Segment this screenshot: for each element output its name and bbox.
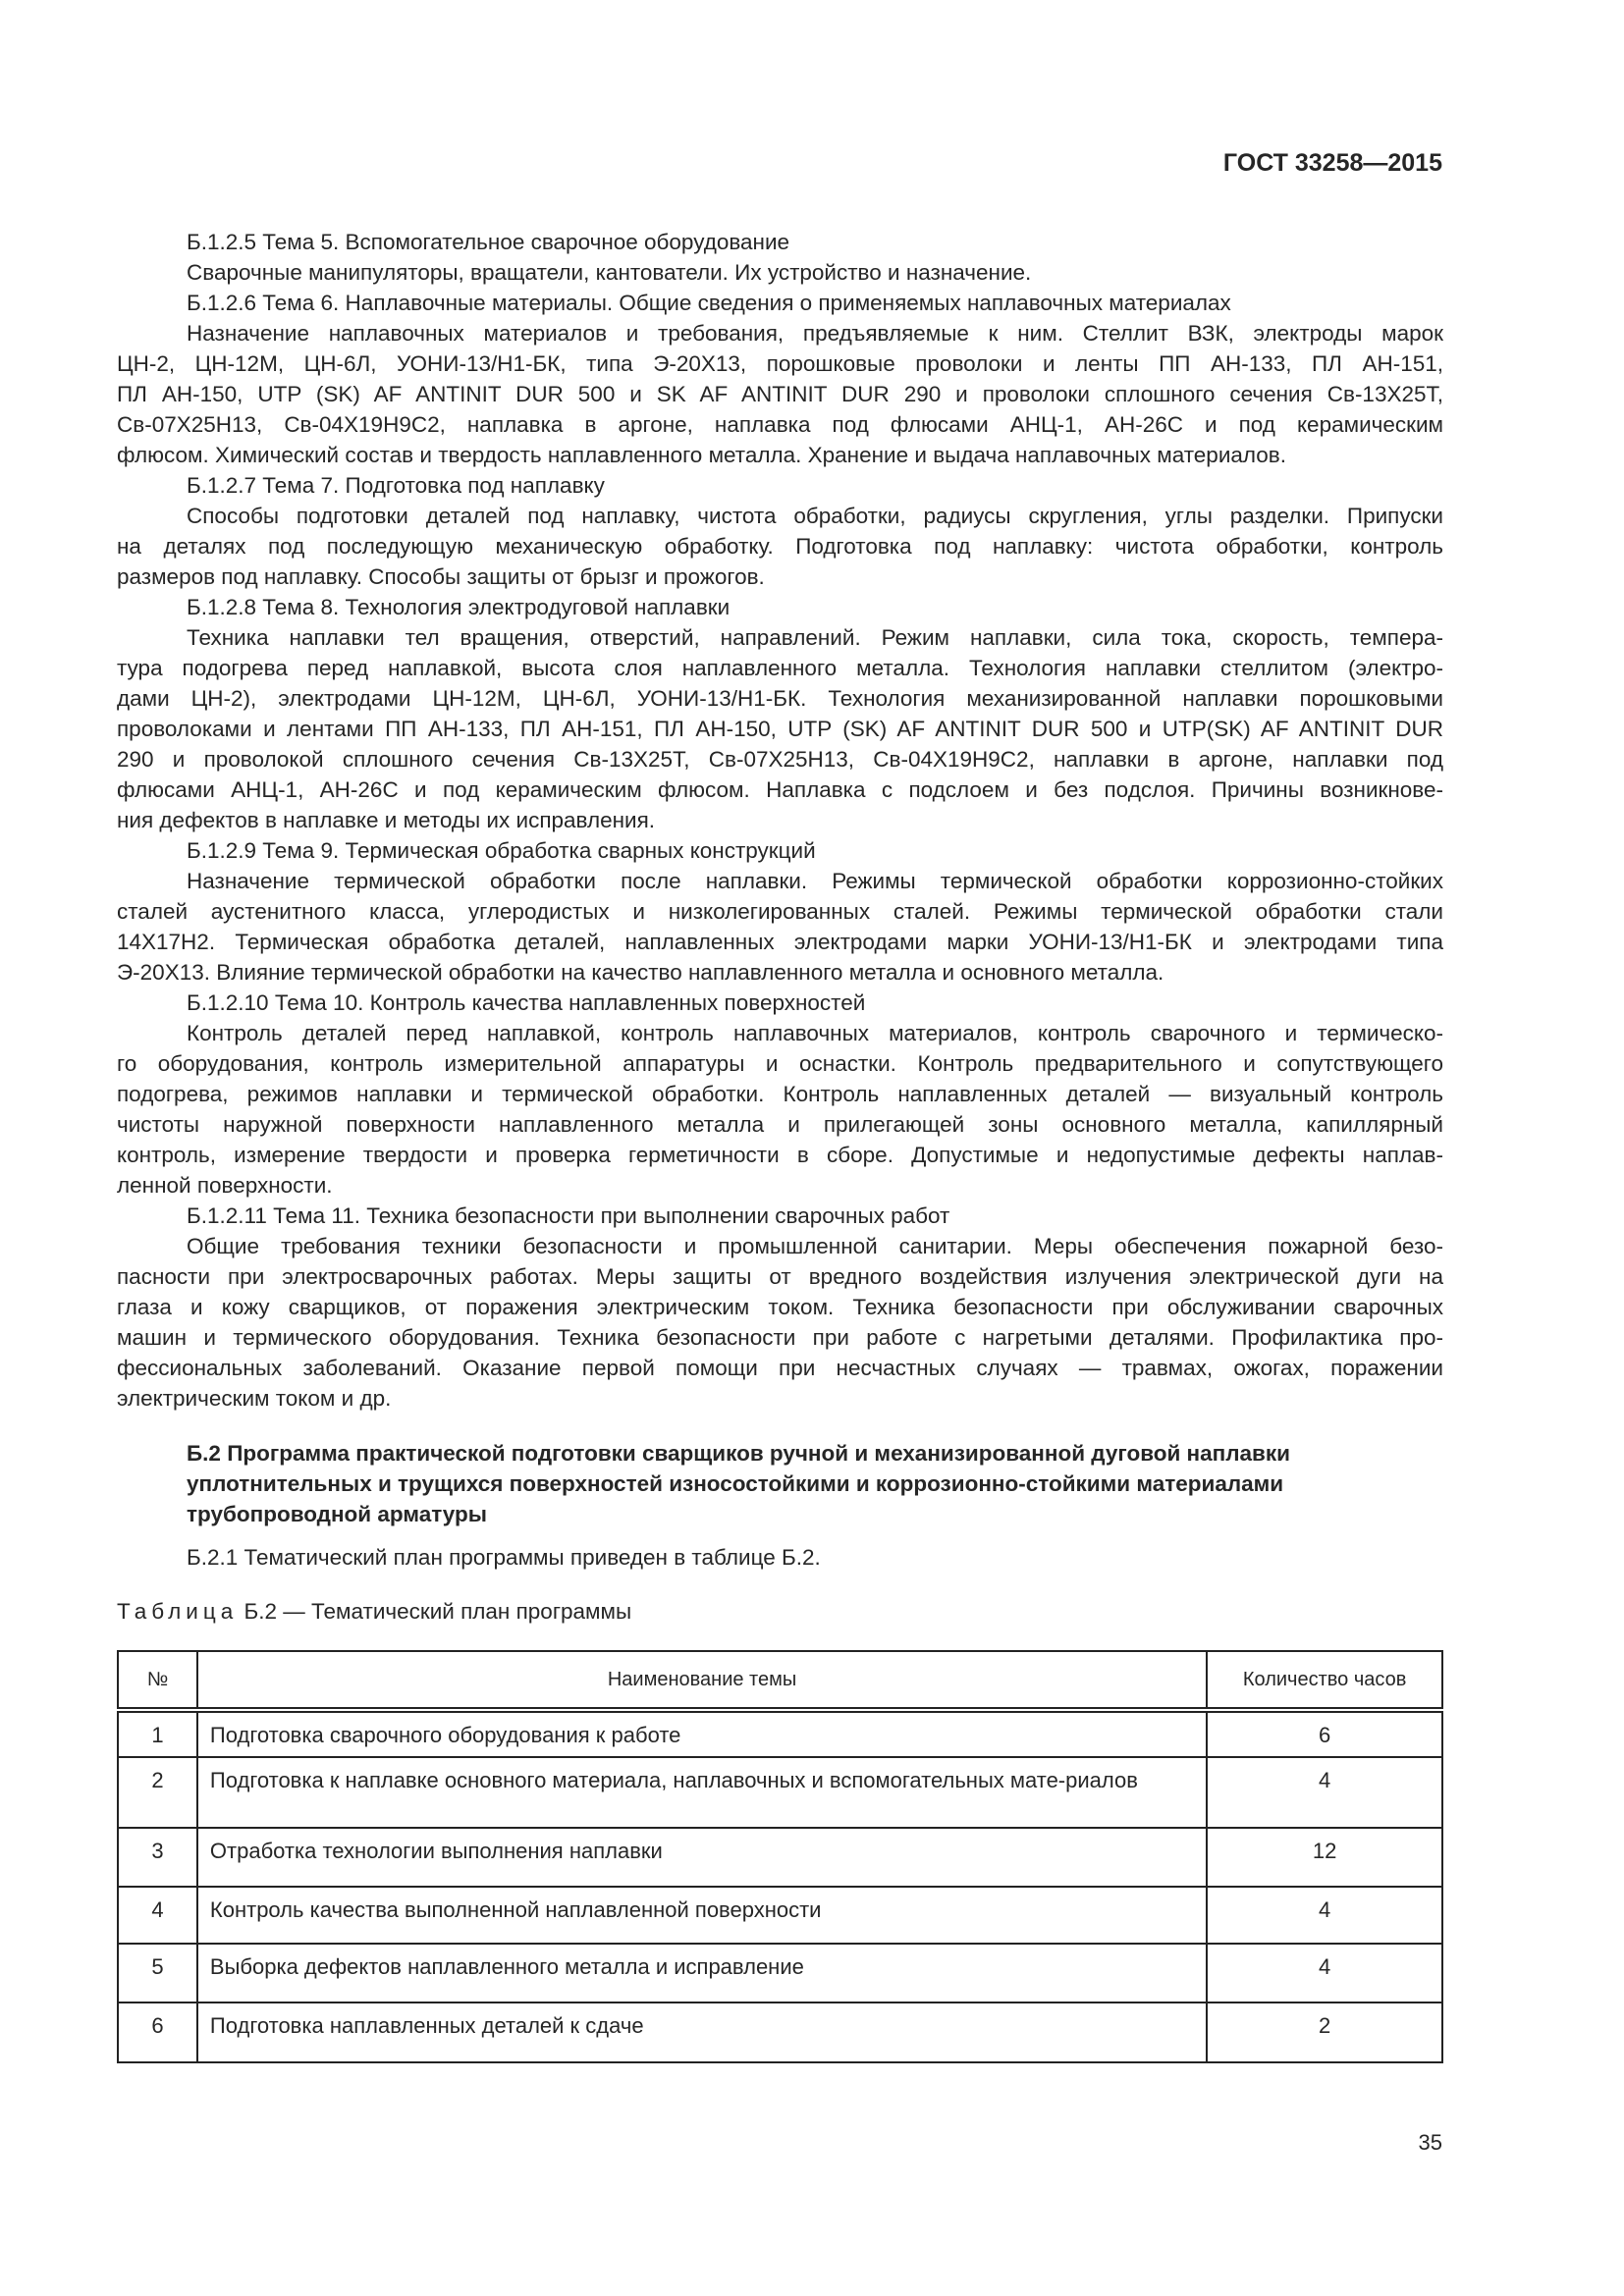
table-row <box>118 1944 1442 2002</box>
text-line: Общие требования техники безопасности и промышленной санитарии. Меры обеспечения пожарной безо- <box>187 1234 1443 1258</box>
text-line: Б.1.2.10 Тема 10. Контроль качества наплавленных поверхностей <box>187 990 866 1015</box>
paragraph <box>117 501 1443 592</box>
row-number: 1 <box>118 1710 197 1757</box>
row-number: 5 <box>118 1944 197 2002</box>
paragraph <box>117 1018 1443 1201</box>
text-line: Св-07Х25Н13, Св-04Х19Н9С2, наплавка в аргоне, наплавка под флюсами АНЦ-1, АН-26С и под керамическим <box>117 412 1443 437</box>
table-row <box>118 2002 1442 2063</box>
section-heading: Б.2 Программа практической подготовки сварщиков ручной и механизированной дуговой наплавки уплотнительных и трущихся поверхностей износостойкими и коррозионно-стойкими материалами трубопроводной арматуры <box>187 1441 1290 1526</box>
paragraph <box>117 835 1443 866</box>
text-line: тура подогрева перед наплавкой, высота слоя наплавленного металла. Технология наплавки стеллитом (электро- <box>117 656 1443 680</box>
body-text <box>117 227 1443 1414</box>
paragraph <box>117 622 1443 835</box>
row-topic: Подготовка к наплавке основного материала, наплавочных и вспомогательных мате-риалов <box>197 1757 1207 1828</box>
paragraph <box>117 288 1443 318</box>
text-line: Б.1.2.11 Тема 11. Техника безопасности при выполнении сварочных работ <box>187 1203 950 1228</box>
text-line: Контроль деталей перед наплавкой, контроль наплавочных материалов, контроль сварочного и термическо- <box>187 1021 1443 1045</box>
paragraph <box>117 592 1443 622</box>
text-line: пасности при электросварочных работах. Меры защиты от вредного воздействия излучения электрической дуги на <box>117 1264 1443 1289</box>
text-line: электрическим током и др. <box>117 1386 392 1411</box>
table-header-row <box>118 1651 1442 1710</box>
text-line: проволоками и лентами ПП АН-133, ПЛ АН-151, ПЛ АН-150, UTP (SK) AF ANTINIT DUR 500 и UTP(SK) AF ANTINIT DUR <box>117 717 1443 741</box>
row-topic: Подготовка наплавленных деталей к сдаче <box>197 2002 1207 2063</box>
text-line: подогрева, режимов наплавки и термической обработки. Контроль наплавленных деталей — визуальный контроль <box>117 1082 1443 1106</box>
row-topic: Контроль качества выполненной наплавленной поверхности <box>197 1887 1207 1943</box>
paragraph <box>117 1201 1443 1231</box>
row-hours: 2 <box>1207 2002 1442 2063</box>
row-hours: 12 <box>1207 1828 1442 1887</box>
text-line: ленной поверхности. <box>117 1173 333 1198</box>
text-line: го оборудования, контроль измерительной аппаратуры и оснастки. Контроль предварительного и сопутствующего <box>117 1051 1443 1076</box>
text-line: Назначение наплавочных материалов и требования, предъявляемые к ним. Стеллит ВЗК, электроды марок <box>187 321 1443 346</box>
text-line: контроль, измерение твердости и проверка герметичности в сборе. Допустимые и недопустимые дефекты наплав- <box>117 1143 1443 1167</box>
row-number: 3 <box>118 1828 197 1887</box>
row-hours: 4 <box>1207 1887 1442 1943</box>
text-line: 14Х17Н2. Термическая обработка деталей, наплавленных электродами марки УОНИ-13/Н1-БК и электродами типа <box>117 930 1443 954</box>
text-line: ЦН-2, ЦН-12М, ЦН-6Л, УОНИ-13/Н1-БК, типа Э-20Х13, порошковые проволоки и ленты ПП АН-133, ПЛ АН-151, <box>117 351 1443 376</box>
paragraph <box>117 470 1443 501</box>
text-line: Э-20Х13. Влияние термической обработки на качество наплавленного металла и основного металла. <box>117 960 1164 985</box>
paragraph <box>117 257 1443 288</box>
text-line: дами ЦН-2), электродами ЦН-12М, ЦН-6Л, УОНИ-13/Н1-БК. Технология механизированной наплавки порошковыми <box>117 686 1443 711</box>
text-line: Б.1.2.6 Тема 6. Наплавочные материалы. Общие сведения о применяемых наплавочных материалах <box>187 291 1231 315</box>
table-row <box>118 1757 1442 1828</box>
text-line: Сварочные манипуляторы, вращатели, кантователи. Их устройство и назначение. <box>187 260 1032 285</box>
paragraph <box>117 1231 1443 1414</box>
row-hours: 6 <box>1207 1710 1442 1757</box>
row-hours: 4 <box>1207 1944 1442 2002</box>
header-number: № <box>118 1651 197 1710</box>
header-topic: Наименование темы <box>197 1651 1207 1710</box>
text-line: флюсом. Химический состав и твердость наплавленного металла. Хранение и выдача наплавочных материалов. <box>117 443 1287 467</box>
text-line: 290 и проволокой сплошного сечения Св-13Х25Т, Св-07Х25Н13, Св-04Х19Н9С2, наплавки в аргоне, наплавки под <box>117 747 1443 772</box>
text-line: Б.1.2.5 Тема 5. Вспомогательное сварочное оборудование <box>187 230 790 254</box>
paragraph <box>117 227 1443 257</box>
caption-text: Б.2 — Тематический план программы <box>244 1599 632 1624</box>
text-line: Техника наплавки тел вращения, отверстий, направлений. Режим наплавки, сила тока, скорость, темпера- <box>187 625 1443 650</box>
text-line: чистоты наружной поверхности наплавленного металла и прилегающей зоны основного металла, капиллярный <box>117 1112 1443 1137</box>
text-line: Способы подготовки деталей под наплавку, чистота обработки, радиусы скругления, углы разделки. Припуски <box>187 504 1443 528</box>
row-topic: Выборка дефектов наплавленного металла и исправление <box>197 1944 1207 2002</box>
document-id: ГОСТ 33258—2015 <box>1222 149 1442 177</box>
paragraph <box>117 318 1443 470</box>
thematic-plan-table <box>117 1650 1443 2063</box>
table-row <box>118 1828 1442 1887</box>
table-row <box>118 1887 1442 1943</box>
paragraph <box>117 988 1443 1018</box>
paragraph-b21: Б.2.1 Тематический план программы приведен в таблице Б.2. <box>187 1545 821 1570</box>
text-line: размеров под наплавку. Способы защиты от брызг и прожогов. <box>117 564 765 589</box>
paragraph <box>117 866 1443 988</box>
text-line: на деталях под последующую механическую обработку. Подготовка под наплавку: чистота обработки, контроль <box>117 534 1443 559</box>
caption-prefix: Таблица <box>117 1599 239 1624</box>
text-line: Назначение термической обработки после наплавки. Режимы термической обработки коррозионно-стойких <box>187 869 1443 893</box>
table-row <box>118 1710 1442 1757</box>
text-line: машин и термического оборудования. Техника безопасности при работе с нагретыми деталями. Профилактика про- <box>117 1325 1443 1350</box>
text-line: фессиональных заболеваний. Оказание первой помощи при несчастных случаях — травмах, ожогах, поражении <box>117 1356 1443 1380</box>
row-hours: 4 <box>1207 1757 1442 1828</box>
row-topic: Подготовка сварочного оборудования к работе <box>197 1710 1207 1757</box>
text-line: глаза и кожу сварщиков, от поражения электрическим током. Техника безопасности при обслуживании сварочных <box>117 1295 1443 1319</box>
text-line: ПЛ АН-150, UTP (SK) AF ANTINIT DUR 500 и SK AF ANTINIT DUR 290 и проволоки сплошного сечения Св-13Х25Т, <box>117 382 1443 406</box>
table-caption <box>117 1596 631 1627</box>
text-line: Б.1.2.9 Тема 9. Термическая обработка сварных конструкций <box>187 838 816 863</box>
text-line: сталей аустенитного класса, углеродистых и низколегированных сталей. Режимы термической обработки стали <box>117 899 1443 924</box>
row-number: 2 <box>118 1757 197 1828</box>
row-number: 4 <box>118 1887 197 1943</box>
page-number: 35 <box>1418 2130 1442 2155</box>
text-line: ния дефектов в наплавке и методы их исправления. <box>117 808 656 832</box>
text-line: Б.1.2.7 Тема 7. Подготовка под наплавку <box>187 473 605 498</box>
text-line: флюсами АНЦ-1, АН-26С и под керамическим флюсом. Наплавка с подслоем и без подслоя. Причины возникнове- <box>117 777 1443 802</box>
row-topic: Отработка технологии выполнения наплавки <box>197 1828 1207 1887</box>
header-hours: Количество часов <box>1207 1651 1442 1710</box>
text-line: Б.1.2.8 Тема 8. Технология электродуговой наплавки <box>187 595 731 619</box>
row-number: 6 <box>118 2002 197 2063</box>
